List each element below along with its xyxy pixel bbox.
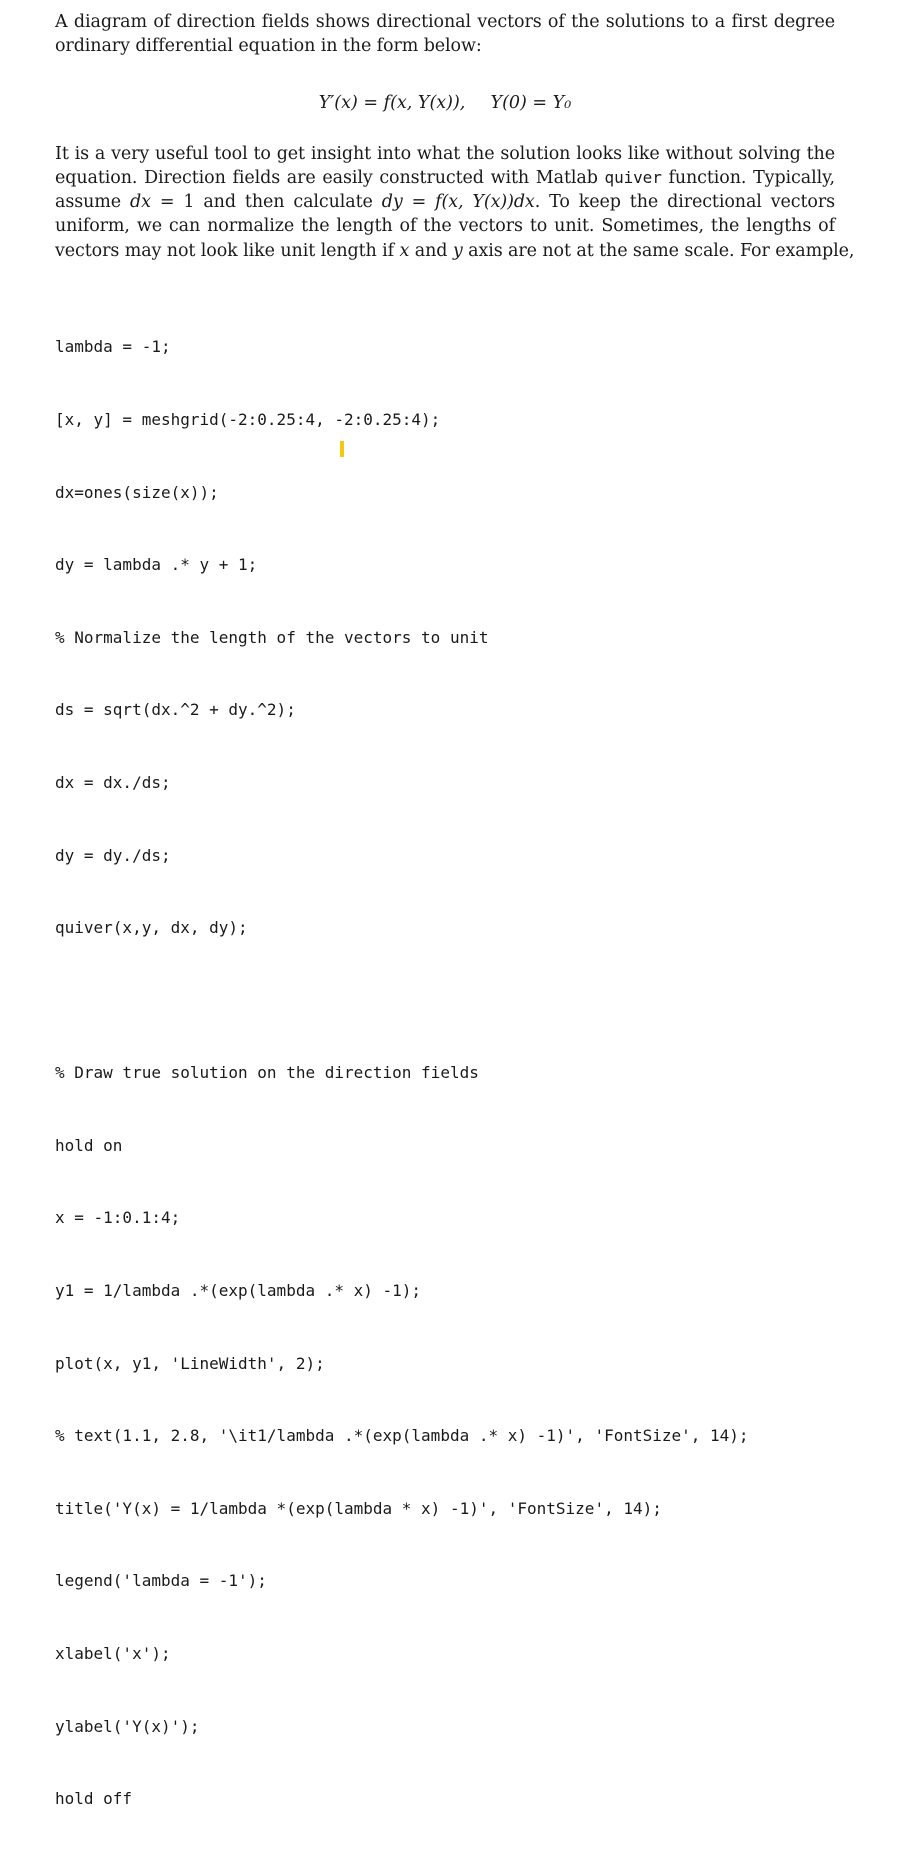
code-line: ds = sqrt(dx.^2 + dy.^2); [55, 700, 296, 720]
code-line: dy = dy./ds; [55, 845, 171, 865]
math-dy: dy [381, 192, 403, 213]
body-line-3-text-a: assume [55, 192, 130, 213]
body-line-4: uniform, we can normalize the length of the vectors to unit. Sometimes, the lengths of [55, 216, 835, 237]
intro-line-1: A diagram of direction fields shows directional vectors of the solutions to a first degree [55, 12, 835, 32]
code-line: [x, y] = meshgrid(-2:0.25:4, -2:0.25:4); [55, 410, 441, 430]
code-line: legend('lambda = -1'); [55, 1571, 267, 1591]
equation-lhs: Y′(x) = f(x, Y(x)), [318, 92, 466, 113]
code-line: xlabel('x'); [55, 1643, 171, 1663]
body-line-5-text-a: vectors may not look like unit length if [55, 240, 400, 261]
math-dx: dx [129, 192, 151, 213]
code-line: x = -1:0.1:4; [55, 1208, 181, 1228]
code-line: hold on [55, 1135, 123, 1155]
body-paragraph [55, 142, 855, 263]
body-line-3-text-d: . To keep the directional vectors [534, 192, 836, 213]
intro-paragraph [55, 10, 835, 59]
body-line-1: It is a very useful tool to get insight into what the solution looks like without solving the [55, 143, 835, 164]
document-page [55, 10, 855, 1860]
code-comment: % text(1.1, 2.8, '\it1/lambda .*(exp(lambda .* x) -1)', 'FontSize', 14); [55, 1426, 749, 1446]
body-line-2-text-a: equation. Direction fields are easily constructed with Matlab [55, 167, 605, 188]
code-line: ylabel('Y(x)'); [55, 1716, 200, 1736]
code-line: quiver(x,y, dx, dy); [55, 918, 248, 938]
body-line-3 [55, 190, 835, 214]
code-comment: % Draw true solution on the direction fields [55, 1063, 479, 1083]
body-line-2 [55, 166, 835, 190]
text-cursor [340, 441, 344, 457]
math-x: x [399, 240, 410, 261]
code-line: hold off [55, 1789, 133, 1809]
code-line: dy = lambda .* y + 1; [55, 555, 258, 575]
body-line-5-text-b: and [409, 240, 453, 261]
code-comment: % Normalize the length of the vectors to unit [55, 627, 489, 647]
intro-line-2: ordinary differential equation in the form below: [55, 36, 482, 57]
math-f-dx: f(x, Y(x))dx [435, 192, 535, 213]
code-line: y1 = 1/lambda .*(exp(lambda .* x) -1); [55, 1281, 422, 1301]
body-line-3-equals: = [402, 192, 436, 213]
code-line: dx=ones(size(x)); [55, 482, 219, 502]
body-line-5-text-c: axis are not at the same scale. For example, [462, 240, 855, 261]
math-y: y [452, 240, 463, 261]
code-block-direction-field [55, 287, 835, 989]
equation-initial-condition: Y(0) = Y₀ [490, 92, 572, 113]
code-line: dx = dx./ds; [55, 773, 171, 793]
body-line-3-text-b: = 1 and then calculate [150, 192, 382, 213]
code-block-true-solution [55, 1013, 835, 1860]
code-line: title('Y(x) = 1/lambda *(exp(lambda * x) -1)', 'FontSize', 14); [55, 1498, 662, 1518]
body-line-5 [55, 239, 855, 263]
ode-equation [55, 91, 835, 115]
quiver-inline-code: quiver [604, 167, 662, 187]
body-line-2-text-b: function. Typically, [661, 167, 835, 188]
code-line: plot(x, y1, 'LineWidth', 2); [55, 1353, 325, 1373]
code-line: lambda = -1; [55, 337, 171, 357]
